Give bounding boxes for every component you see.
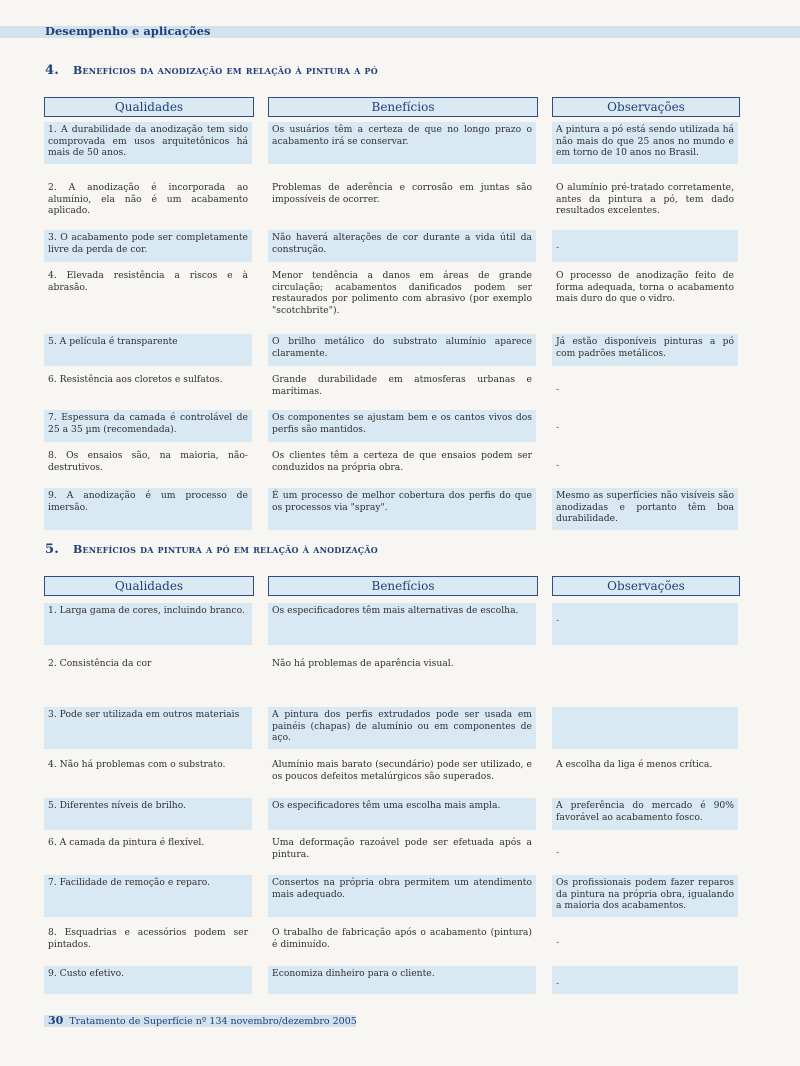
cell-observacao-row-5: A preferência do mercado é 90% favorável ao acabamento fosco. — [552, 798, 738, 830]
cell-beneficio-row-2: Problemas de aderência e corrosão em juntas são impossíveis de ocorrer. — [272, 182, 532, 205]
cell-qualidade-row-2: 2. Consistência da cor — [48, 658, 152, 669]
cell-qualidade-row-1: 1. A durabilidade da anodização tem sido comprovada em usos arquitetônicos há mais de 50 anos. — [44, 122, 252, 164]
cell-observacao-row-1: - — [552, 603, 738, 645]
table-header-row — [44, 97, 740, 117]
cell-observacao-row-1: A pintura a pó está sendo utilizada há não mais do que 25 anos no mundo e em torno de 10 anos no Brasil. — [552, 122, 738, 164]
cell-qualidade-row-4: 4. Não há problemas com o substrato. — [48, 759, 226, 770]
cell-beneficio-row-2: Não há problemas de aparência visual. — [272, 658, 454, 669]
cell-qualidade-row-9: 9. A anodização é um processo de imersão. — [44, 488, 252, 530]
cell-observacao-row-3: - — [552, 230, 738, 262]
cell-qualidade-row-3: 3. O acabamento pode ser completamente livre da perda de cor. — [44, 230, 252, 262]
cell-qualidade-row-2: 2. A anodização é incorporada ao alumínio, ela não é um acabamento aplicado. — [48, 182, 248, 217]
cell-qualidade-row-3: 3. Pode ser utilizada em outros materiais — [44, 707, 252, 749]
cell-beneficio-row-5: O brilho metálico do substrato alumínio aparece claramente. — [268, 334, 536, 366]
cell-qualidade-row-1: 1. Larga gama de cores, incluindo branco. — [44, 603, 252, 645]
cell-observacao-row-4: O processo de anodização feito de forma adequada, torna o acabamento mais duro do que o vidro. — [556, 270, 734, 305]
cell-qualidade-row-7: 7. Espessura da camada é controlável de 25 a 35 µm (recomendada). — [44, 410, 252, 442]
cell-beneficio-row-3: A pintura dos perfis extrudados pode ser usada em painéis (chapas) de alumínio ou em componentes de aço. — [268, 707, 536, 749]
cell-beneficio-row-7: Consertos na própria obra permitem um atendimento mais adequado. — [268, 875, 536, 917]
cell-qualidade-row-8: 8. Esquadrias e acessórios podem ser pintados. — [48, 927, 248, 950]
page-header: Desempenho e aplicações — [45, 24, 211, 38]
page-footer — [48, 1014, 357, 1027]
cell-observacao-row-7: - — [556, 422, 560, 433]
cell-beneficio-row-6: Grande durabilidade em atmosferas urbanas e marítimas. — [272, 374, 532, 397]
cell-beneficio-row-9: Economiza dinheiro para o cliente. — [268, 966, 536, 994]
cell-observacao-row-2 — [552, 656, 738, 698]
cell-beneficio-row-8: Os clientes têm a certeza de que ensaios podem ser conduzidos na própria obra. — [272, 450, 532, 473]
cell-beneficio-row-1: Os usuários têm a certeza de que no longo prazo o acabamento irá se conservar. — [268, 122, 536, 164]
cell-qualidade-row-6: 6. A camada da pintura é flexível. — [48, 837, 205, 848]
cell-qualidade-row-5: 5. A película é transparente — [44, 334, 252, 366]
column-header-beneficios: Benefícios — [268, 576, 538, 596]
section-5-number: 5. — [45, 542, 59, 557]
cell-qualidade-row-4: 4. Elevada resistência a riscos e à abrasão. — [48, 270, 248, 293]
cell-observacao-row-8: - — [556, 937, 560, 948]
cell-qualidade-row-9: 9. Custo efetivo. — [44, 966, 252, 994]
table-header-row — [44, 576, 740, 596]
column-header-qualidades: Qualidades — [44, 97, 254, 117]
cell-beneficio-row-7: Os componentes se ajustam bem e os cantos vivos dos perfis são mantidos. — [268, 410, 536, 442]
cell-observacao-row-3 — [552, 707, 738, 749]
section-5-title-text: Benefícios da pintura a pó em relação à anodização — [72, 543, 378, 556]
cell-beneficio-row-6: Uma deformação razoável pode ser efetuada após a pintura. — [272, 837, 532, 860]
cell-observacao-row-4: A escolha da liga é menos crítica. — [556, 759, 713, 770]
cell-observacao-row-2: O alumínio pré-tratado corretamente, antes da pintura a pó, tem dado resultados excelentes. — [556, 182, 734, 217]
table-anodizacao — [44, 97, 740, 525]
cell-qualidade-row-8: 8. Os ensaios são, na maioria, não-destrutivos. — [48, 450, 248, 473]
table-pintura — [44, 576, 740, 989]
cell-beneficio-row-8: O trabalho de fabricação após o acabamento (pintura) é diminuído. — [272, 927, 532, 950]
section-4-title-text: Benefícios da anodização em relação à pintura a pó — [72, 64, 378, 77]
page-number: 30 — [48, 1014, 64, 1027]
cell-observacao-row-7: Os profissionais podem fazer reparos da pintura na própria obra, igualando a maioria dos acabamentos. — [552, 875, 738, 917]
cell-observacao-row-6: - — [556, 847, 560, 858]
cell-qualidade-row-6: 6. Resistência aos cloretos e sulfatos. — [48, 374, 223, 385]
cell-beneficio-row-4: Menor tendência a danos em áreas de grande circulação; acabamentos danificados podem ser restaurados por polimento com abrasivo (por exemplo "scotchbrite"). — [272, 270, 532, 316]
section-4-title — [45, 63, 378, 78]
cell-beneficio-row-1: Os especificadores têm mais alternativas de escolha. — [268, 603, 536, 645]
cell-beneficio-row-5: Os especificadores têm uma escolha mais ampla. — [268, 798, 536, 830]
cell-observacao-row-5: Já estão disponíveis pinturas a pó com padrões metálicos. — [552, 334, 738, 366]
cell-observacao-row-9: Mesmo as superfícies não visíveis são anodizadas e portanto têm boa durabilidade. — [552, 488, 738, 530]
section-4-number: 4. — [45, 63, 59, 78]
column-header-qualidades: Qualidades — [44, 576, 254, 596]
column-header-beneficios: Benefícios — [268, 97, 538, 117]
cell-observacao-row-9: - — [552, 966, 738, 994]
cell-qualidade-row-5: 5. Diferentes níveis de brilho. — [44, 798, 252, 830]
cell-beneficio-row-9: É um processo de melhor cobertura dos perfis do que os processos via "spray". — [268, 488, 536, 530]
cell-observacao-row-8: - — [556, 460, 560, 471]
column-header-observacoes: Observações — [552, 576, 740, 596]
cell-beneficio-row-3: Não haverá alterações de cor durante a vida útil da construção. — [268, 230, 536, 262]
column-header-observacoes: Observações — [552, 97, 740, 117]
section-5-title — [45, 542, 378, 557]
cell-observacao-row-6: - — [556, 384, 560, 395]
footer-journal: Tratamento de Superfície nº 134 novembro/dezembro 2005 — [69, 1016, 357, 1027]
cell-beneficio-row-4: Alumínio mais barato (secundário) pode ser utilizado, e os poucos defeitos metalúrgicos são superados. — [272, 759, 532, 782]
cell-qualidade-row-7: 7. Facilidade de remoção e reparo. — [44, 875, 252, 917]
